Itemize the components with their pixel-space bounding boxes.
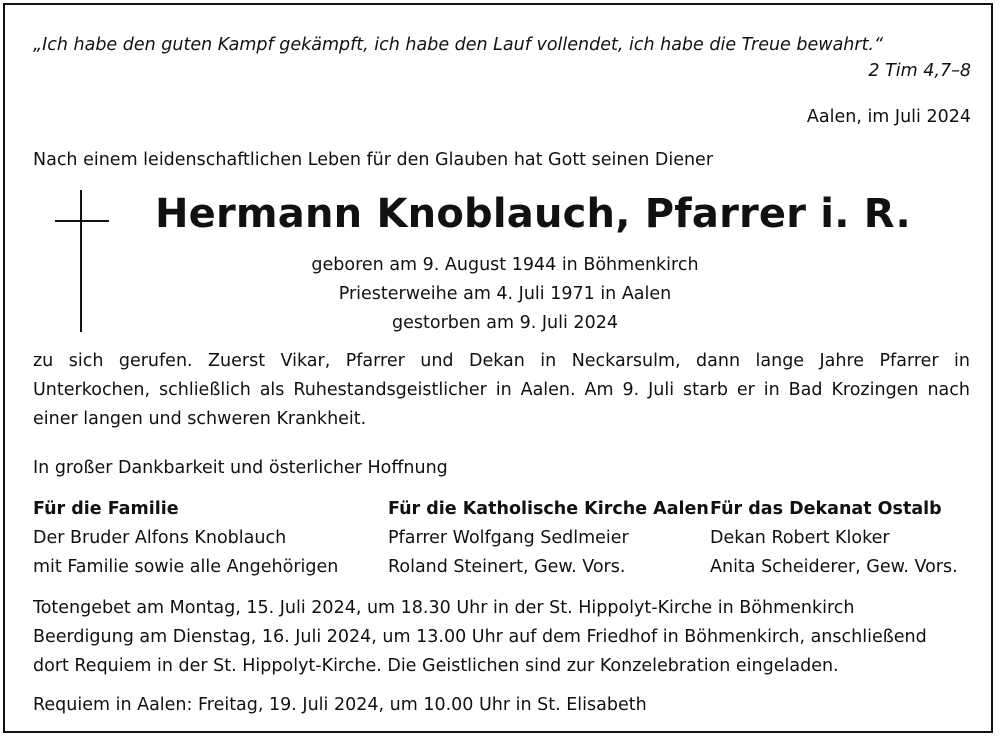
bible-quote: „Ich habe den guten Kampf gekämpft, ich habe den Lauf vollendet, ich habe die Treue bewahrt.“ [33,35,884,55]
mourner-heading: Für die Familie [33,499,179,519]
mourner-line: Roland Steinert, Gew. Vors. [388,557,626,577]
paragraph-line: zu sich gerufen. Zuerst Vikar, Pfarrer und Dekan in Neckarsulm, dann lange Jahre Pfarrer in [33,351,970,371]
death-line: gestorben am 9. Juli 2024 [392,313,618,333]
requiem-local: dort Requiem in der St. Hippolyt-Kirche. Die Geistlichen sind zur Konzelebration eingeladen. [33,656,839,676]
requiem-aalen: Requiem in Aalen: Freitag, 19. Juli 2024, um 10.00 Uhr in St. Elisabeth [33,695,647,715]
mourners-church [388,495,709,582]
birth-line: geboren am 9. August 1944 in Böhmenkirch [311,255,699,275]
cross-icon-bar [55,220,109,222]
mourner-line: mit Familie sowie alle Angehörigen [33,557,339,577]
bible-reference: 2 Tim 4,7–8 [868,61,971,81]
deceased-name: Hermann Knoblauch, Pfarrer i. R. [155,191,911,237]
paragraph-line: Unterkochen, schließlich als Ruhestandsgeistlicher in Aalen. Am 9. Juli starb er in Bad Krozingen nach [33,380,970,400]
mourner-line: Dekan Robert Kloker [710,528,890,548]
ordination-line: Priesterweihe am 4. Juli 1971 in Aalen [338,284,672,304]
obituary-notice [3,3,993,733]
mourner-line: Pfarrer Wolfgang Sedlmeier [388,528,629,548]
mourner-line: Der Bruder Alfons Knoblauch [33,528,287,548]
mourners-family [33,495,338,582]
gratitude-line: In großer Dankbarkeit und österlicher Hoffnung [33,458,448,478]
burial-service: Beerdigung am Dienstag, 16. Juli 2024, um 13.00 Uhr auf dem Friedhof in Böhmenkirch, anschließend [33,627,927,647]
prayer-service: Totengebet am Montag, 15. Juli 2024, um 18.30 Uhr in der St. Hippolyt-Kirche in Böhmenkirch [33,598,855,618]
intro-text: Nach einem leidenschaftlichen Leben für den Glauben hat Gott seinen Diener [33,150,714,170]
paragraph-line: einer langen und schweren Krankheit. [33,409,367,429]
mourner-heading: Für das Dekanat Ostalb [710,499,942,519]
mourner-line: Anita Scheiderer, Gew. Vors. [710,557,958,577]
mourners-deanery [710,495,958,582]
service-schedule [33,594,970,681]
mourner-heading: Für die Katholische Kirche Aalen [388,499,709,519]
place-date: Aalen, im Juli 2024 [806,107,971,127]
bio-dates [205,251,805,338]
cross-icon [80,190,82,332]
life-paragraph [33,347,970,434]
